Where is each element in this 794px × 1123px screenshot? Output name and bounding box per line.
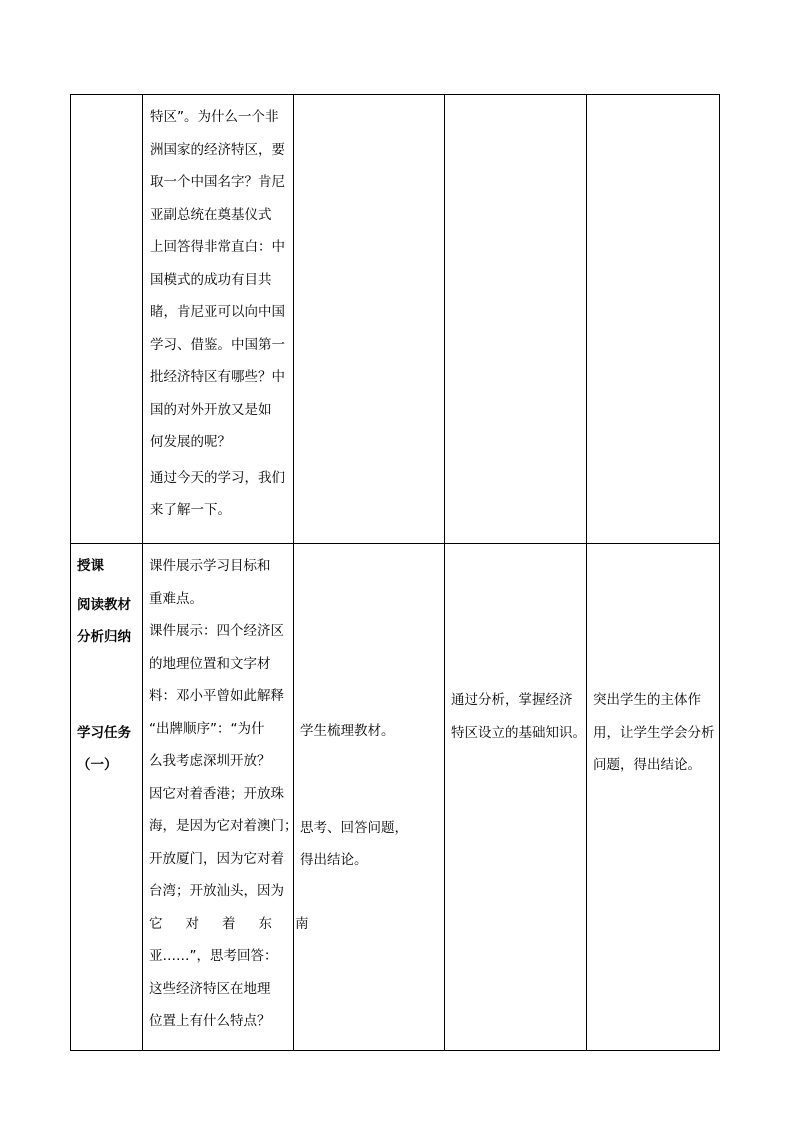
teacher-activity-line: 料：邓小平曾如此解释 bbox=[149, 688, 284, 704]
teacher-activity-line: 重难点。 bbox=[149, 590, 203, 607]
stage-cell bbox=[71, 544, 143, 1051]
design-intent-cell bbox=[445, 544, 587, 1051]
teacher-activity-line: 因它对着香港；开放珠 bbox=[149, 785, 284, 802]
teacher-activity-line: 开放厦门，因为它对着 bbox=[149, 850, 284, 867]
table-row bbox=[71, 544, 720, 1051]
teacher-activity-line: 取一个中国名字？肯尼 bbox=[150, 174, 285, 190]
notes-cell bbox=[587, 544, 720, 1051]
teacher-activity-line: 这些经济特区在地理 bbox=[149, 980, 271, 997]
teacher-activity-line: 位置上有什么特点？ bbox=[149, 1013, 271, 1029]
lesson-plan-table bbox=[70, 94, 720, 1051]
notes-cell bbox=[587, 95, 720, 544]
teacher-activity-line: 课件展示学习目标和 bbox=[149, 558, 271, 574]
teacher-activity-line: 亚……”，思考回答： bbox=[149, 948, 278, 964]
design-intent-cell bbox=[445, 95, 587, 544]
teacher-activity-cell bbox=[143, 95, 294, 544]
design-intent-line: 特区设立的基础知识。 bbox=[451, 724, 586, 741]
notes-line: 问题，得出结论。 bbox=[593, 757, 701, 773]
teacher-activity-line: 通过今天的学习，我们 bbox=[150, 469, 285, 486]
teacher-activity-line: 海，是因为它对着澳门； bbox=[149, 818, 298, 834]
teacher-activity-cell bbox=[143, 544, 332, 1051]
teacher-activity-line: “出牌顺序”：“为什 bbox=[149, 720, 265, 737]
teacher-activity-line: 上回答得非常直白：中 bbox=[150, 239, 285, 255]
teacher-activity-line: 国的对外开放又是如 bbox=[150, 401, 272, 418]
student-activity-line: 得出结论。 bbox=[300, 852, 368, 868]
teacher-activity-line: 国模式的成功有目共 bbox=[150, 271, 272, 288]
table-row bbox=[71, 95, 720, 544]
notes-line: 突出学生的主体作 bbox=[593, 692, 701, 708]
stage-label: 阅读教材 bbox=[77, 596, 131, 613]
stage-label: 学习任务 bbox=[77, 724, 131, 741]
stage-label: 授课 bbox=[77, 558, 104, 574]
stage-label: 分析归纳 bbox=[77, 629, 131, 645]
teacher-activity-line: 批经济特区有哪些？中 bbox=[150, 369, 285, 385]
teacher-activity-line: 洲国家的经济特区，要 bbox=[150, 141, 285, 158]
teacher-activity-line: 课件展示：四个经济区 bbox=[149, 623, 284, 639]
teacher-activity-line: 来了解一下。 bbox=[150, 502, 231, 518]
design-intent-line: 通过分析，掌握经济 bbox=[451, 692, 573, 708]
teacher-activity-line: 亚副总统在奠基仪式 bbox=[150, 206, 272, 223]
student-activity-cell bbox=[294, 95, 445, 544]
teacher-activity-line: 么我考虑深圳开放？ bbox=[149, 753, 271, 769]
teacher-activity-line: 的地理位置和文字材 bbox=[149, 655, 271, 672]
teacher-activity-line: 学习、借鉴。中国第一 bbox=[150, 336, 285, 353]
stage-label: （一） bbox=[77, 757, 118, 773]
student-activity-line: 思考、回答问题， bbox=[300, 819, 408, 836]
teacher-activity-line: 睹，肯尼亚可以向中国 bbox=[150, 304, 285, 320]
stage-cell bbox=[71, 95, 143, 544]
teacher-activity-line: 台湾；开放汕头，因为 bbox=[149, 883, 284, 899]
student-activity-text: 学生梳理教材。 bbox=[300, 723, 395, 739]
teacher-activity-line: 特区”。为什么一个非 bbox=[150, 109, 279, 125]
teacher-activity-line: 何发展的呢？ bbox=[150, 434, 231, 450]
student-activity-cell bbox=[294, 544, 445, 1051]
teacher-activity-line: 它对着东南 bbox=[149, 915, 332, 932]
notes-line: 用，让学生学会分析 bbox=[593, 724, 715, 741]
